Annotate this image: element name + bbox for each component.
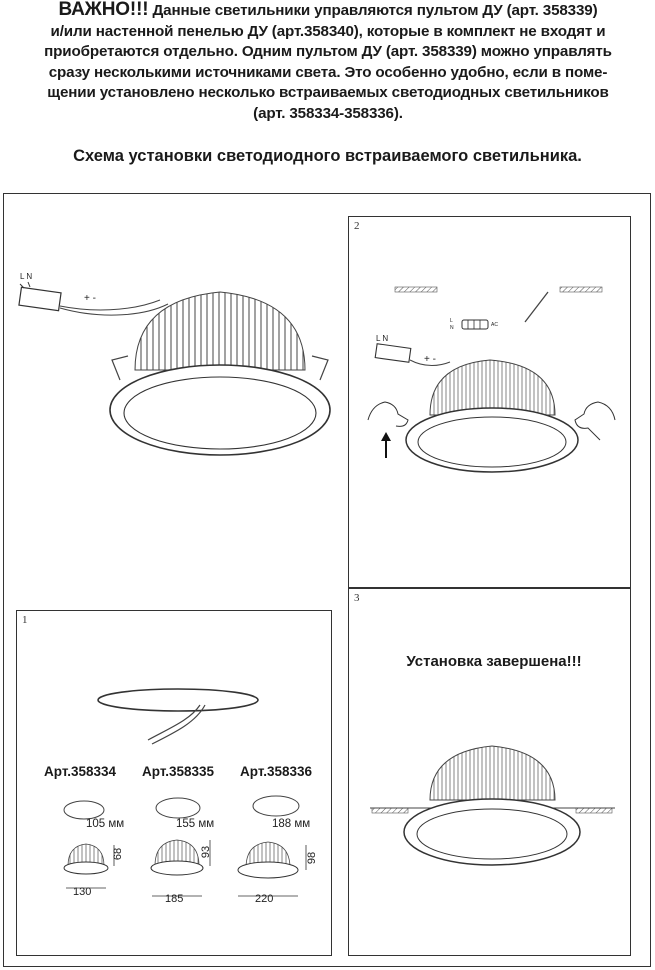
- model-3-cutout: 188 мм: [272, 818, 311, 830]
- notice-line-2: и/или настенной пенелью ДУ (арт.358340), которые в комплект не входят и: [50, 22, 606, 40]
- terminal-n-label: N: [450, 325, 454, 331]
- driver-ln-label: L N: [20, 272, 33, 281]
- notice-line-6: (арт. 358334-358336).: [253, 104, 403, 122]
- panel-1-number: 1: [22, 614, 28, 626]
- panel-3-drawing: [370, 746, 615, 865]
- model-3-diameter: 220: [255, 893, 274, 905]
- model-1-cutout: 105 мм: [86, 818, 125, 830]
- up-arrow-head: [381, 432, 391, 441]
- model-3-article: Арт.358336: [240, 764, 313, 779]
- driver-ln-label-2: L N: [376, 334, 389, 343]
- model-1-drawing: [64, 801, 114, 888]
- driver-polarity-label-2: + -: [424, 354, 436, 365]
- ceiling-piece-right: [560, 287, 602, 292]
- model-1-height: 68: [112, 847, 125, 861]
- model-2-diameter: 185: [165, 893, 184, 905]
- panel-1-ring-drawing: [98, 689, 258, 744]
- model-1-diameter: 130: [73, 886, 92, 898]
- model-1-article: Арт.358334: [44, 764, 117, 779]
- terminal-block: [462, 320, 488, 329]
- terminal-l-label: L: [450, 318, 453, 324]
- model-3-drawing: [238, 796, 306, 896]
- notice-line-1-text: Данные светильники управляются пультом ДУ (арт. 358339): [152, 2, 598, 19]
- main-luminaire-drawing: [19, 282, 330, 455]
- model-2-cutout: 155 мм: [176, 818, 215, 830]
- model-3-height: 98: [306, 851, 319, 865]
- panel-2-drawing: [368, 287, 615, 472]
- notice-line-5: щении установлено несколько встраиваемых светодиодных светильников: [47, 84, 609, 101]
- panel-2-number: 2: [354, 220, 360, 232]
- notice-line-3: приобретаются отдельно. Одним пультом ДУ (арт. 358339) можно управлять: [44, 43, 612, 60]
- warning-label: ВАЖНО!!!: [58, 0, 149, 20]
- driver-polarity-label: + -: [84, 293, 96, 304]
- driver-box-small: [375, 344, 411, 363]
- notice-line-4: сразу несколькими источниками света. Это особенно удобно, если в поме-: [48, 63, 608, 81]
- hand-left: [368, 402, 408, 426]
- installation-complete-caption: Установка завершена!!!: [406, 653, 582, 670]
- scheme-heading: Схема установки светодиодного встраиваемого светильника.: [73, 147, 582, 165]
- hand-right: [575, 402, 615, 440]
- terminal-ac-label: AC: [491, 322, 498, 328]
- model-2-article: Арт.358335: [142, 764, 215, 779]
- driver-box: [19, 287, 61, 310]
- model-2-height: 93: [200, 845, 213, 859]
- ceiling-piece-left: [395, 287, 437, 292]
- panel-3-number: 3: [354, 592, 360, 604]
